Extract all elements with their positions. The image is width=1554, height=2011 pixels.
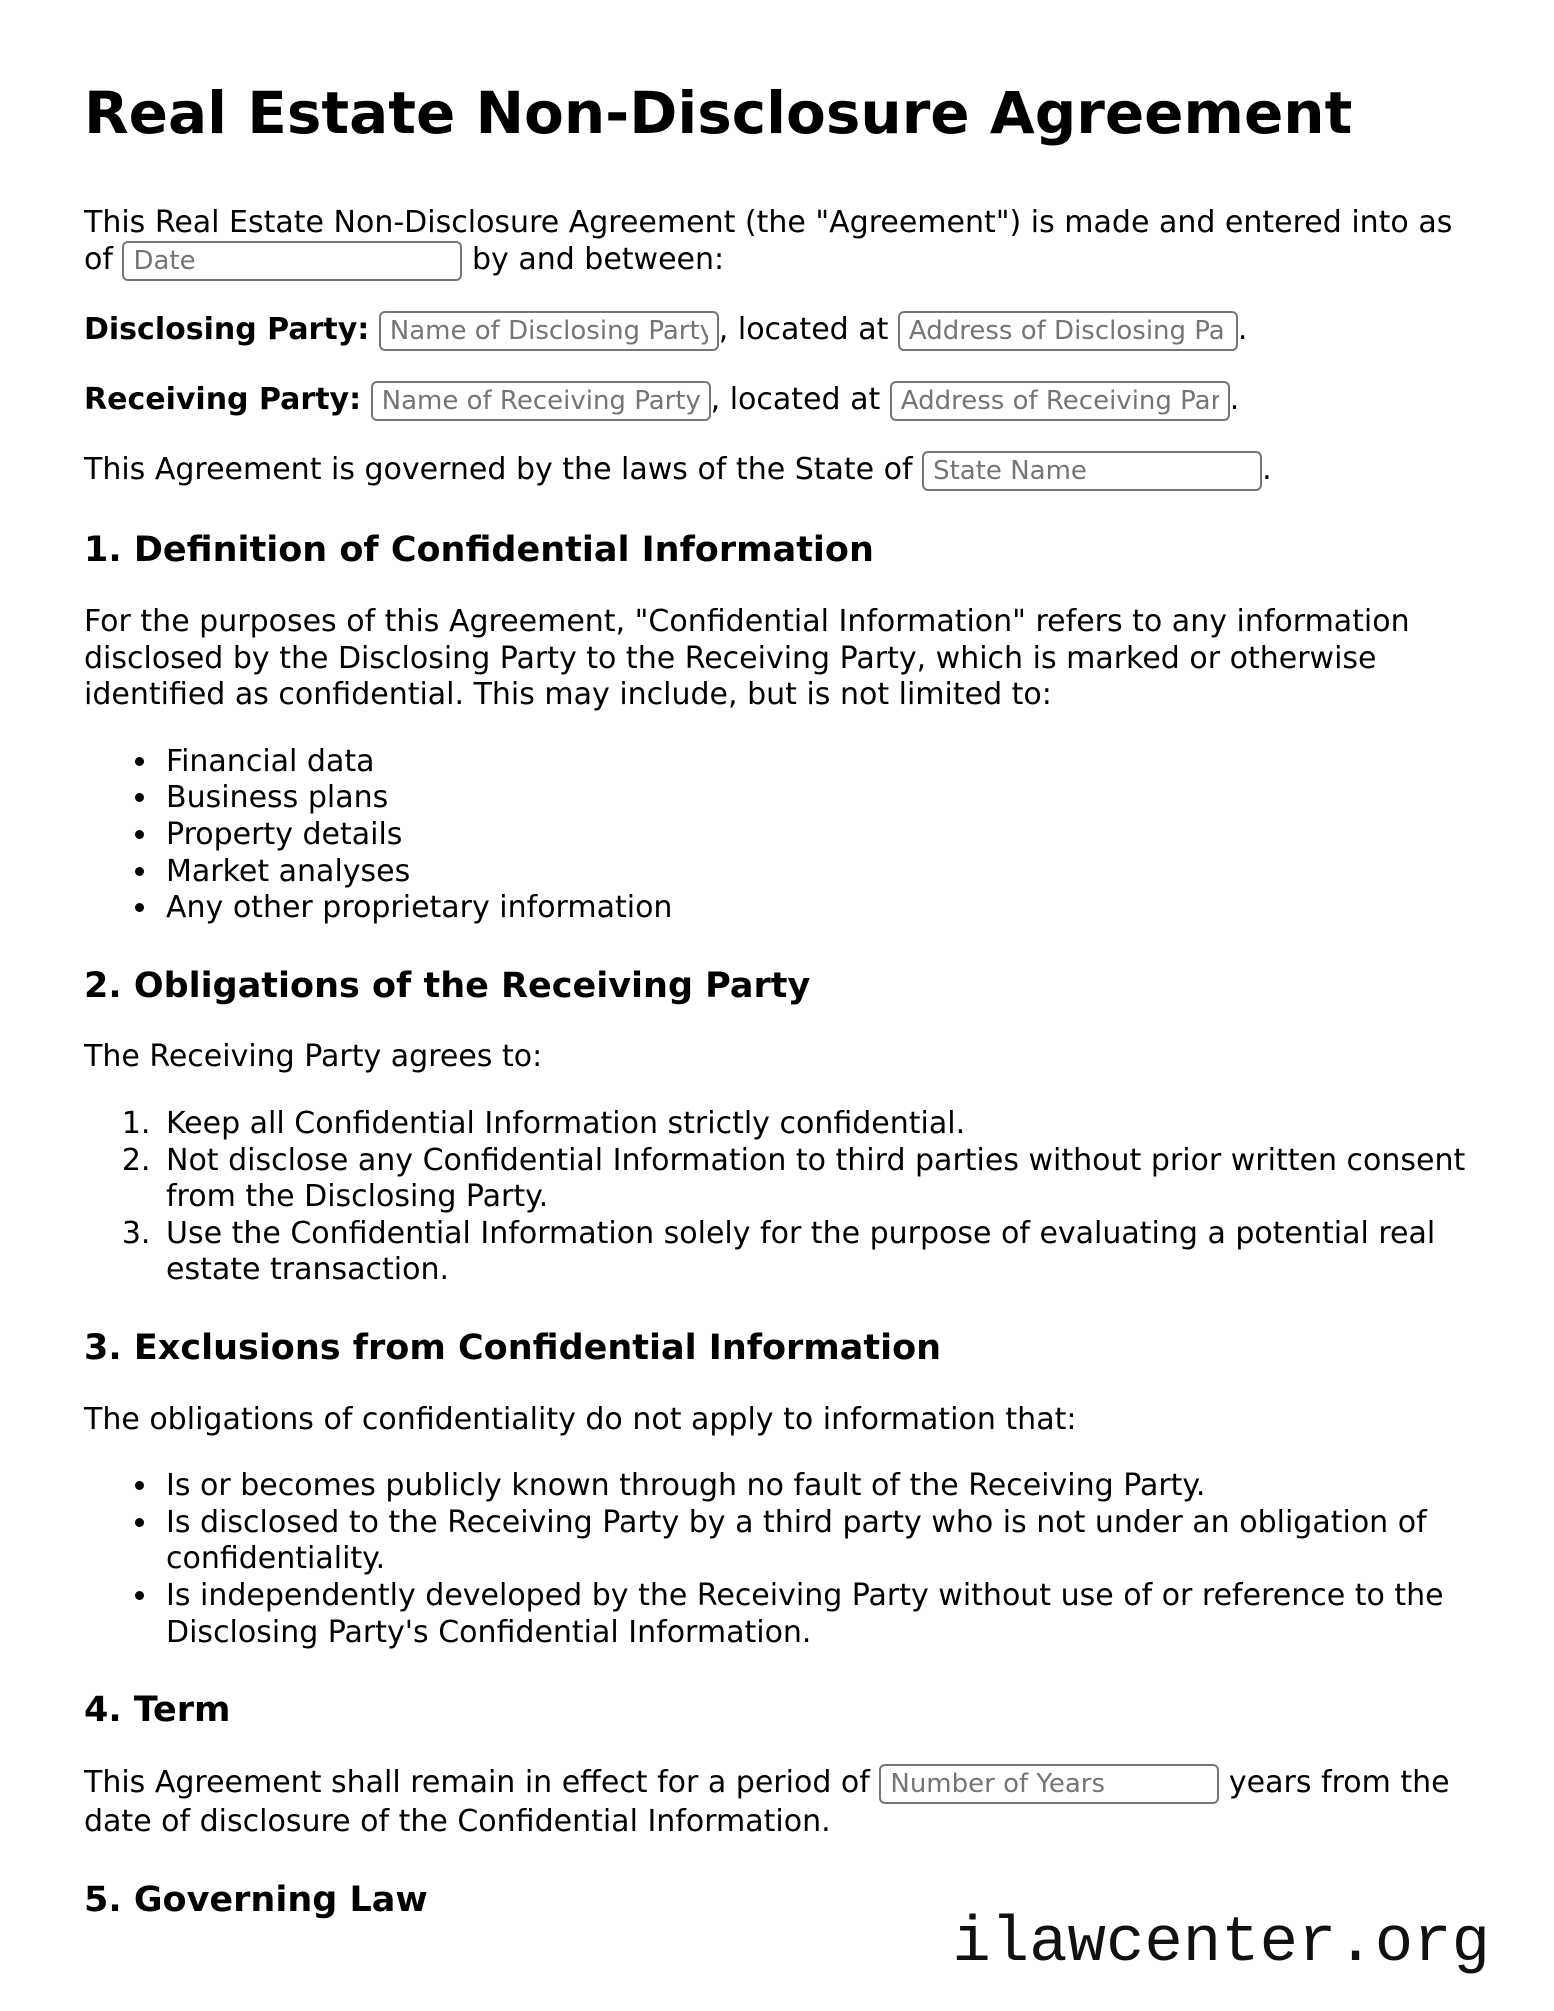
- list-item: • Any other proprietary information: [160, 890, 1484, 927]
- list-item: • Is disclosed to the Receiving Party by a third party who is not under an obligation of confidentiality.: [160, 1505, 1484, 1578]
- list-item: 3. Use the Confidential Information solely for the purpose of evaluating a potential real estate transaction.: [160, 1216, 1484, 1289]
- receiving-end-text: .: [1229, 382, 1240, 418]
- intro-text-after: by and between:: [462, 242, 725, 278]
- receiving-party-label: Receiving Party:: [84, 382, 362, 418]
- disclosing-party-label: Disclosing Party:: [84, 312, 370, 348]
- intro-text-before: This Real Estate Non-Disclosure Agreement (the "Agreement") is made and entered into as of: [84, 204, 1453, 278]
- term-text-after: years from the date of disclosure of the Confidential Information.: [84, 1764, 1450, 1839]
- date-input[interactable]: [122, 241, 462, 281]
- disclosing-address-input[interactable]: [898, 311, 1238, 351]
- receiving-mid-text: , located at: [710, 382, 890, 418]
- number-of-years-input[interactable]: [879, 1764, 1219, 1804]
- section-heading-governing-law: 5. Governing Law: [84, 1879, 428, 1920]
- disclosing-end-text: .: [1237, 312, 1248, 348]
- obligations-paragraph: The Receiving Party agrees to:: [84, 1039, 543, 1075]
- list-item: • Is independently developed by the Receiving Party without use of or reference to the Disclosing Party's Confidential Information.: [160, 1578, 1484, 1651]
- receiving-address-input[interactable]: [890, 381, 1230, 421]
- list-item: • Market analyses: [160, 854, 1484, 891]
- section-heading-obligations: 2. Obligations of the Receiving Party: [84, 965, 811, 1006]
- obligations-list: [84, 1106, 1484, 1289]
- list-item: • Business plans: [160, 780, 1484, 817]
- section-heading-exclusions: 3. Exclusions from Confidential Information: [84, 1327, 942, 1368]
- list-item: • Is or becomes publicly known through no fault of the Receiving Party.: [160, 1468, 1484, 1505]
- definition-paragraph: For the purposes of this Agreement, "Confidential Information" refers to any information disclosed by the Disclosing Party to the Receiving Party, which is marked or otherwise identified as confidential. This may include, but is not limited to:: [84, 603, 1410, 713]
- term-paragraph: [84, 1764, 1484, 1841]
- list-item: 1. Keep all Confidential Information strictly confidential.: [160, 1106, 1484, 1143]
- term-text-before: This Agreement shall remain in effect for a period of: [84, 1764, 880, 1800]
- confidential-info-list: [84, 744, 1484, 927]
- governing-text-after: .: [1262, 452, 1272, 488]
- governing-law-line: [84, 451, 1484, 491]
- receiving-party-line: [84, 381, 1484, 421]
- disclosing-mid-text: , located at: [718, 312, 898, 348]
- exclusions-paragraph: The obligations of confidentiality do not apply to information that:: [84, 1401, 1077, 1437]
- list-item: • Financial data: [160, 744, 1484, 781]
- section-heading-term: 4. Term: [84, 1690, 231, 1731]
- site-watermark: ilawcenter.org: [952, 1907, 1490, 1980]
- intro-paragraph: [84, 205, 1484, 282]
- exclusions-list: [84, 1468, 1484, 1651]
- list-item: • Property details: [160, 817, 1484, 854]
- section-heading-definition: 1. Definition of Confidential Information: [84, 530, 874, 571]
- page-title: Real Estate Non-Disclosure Agreement: [84, 79, 1353, 147]
- disclosing-name-input[interactable]: [379, 311, 719, 351]
- governing-text-before: This Agreement is governed by the laws of the State of: [84, 452, 923, 488]
- state-name-input[interactable]: [922, 451, 1262, 491]
- disclosing-party-line: [84, 311, 1484, 351]
- receiving-name-input[interactable]: [371, 381, 711, 421]
- list-item: 2. Not disclose any Confidential Information to third parties without prior written consent from the Disclosing Party.: [160, 1143, 1484, 1216]
